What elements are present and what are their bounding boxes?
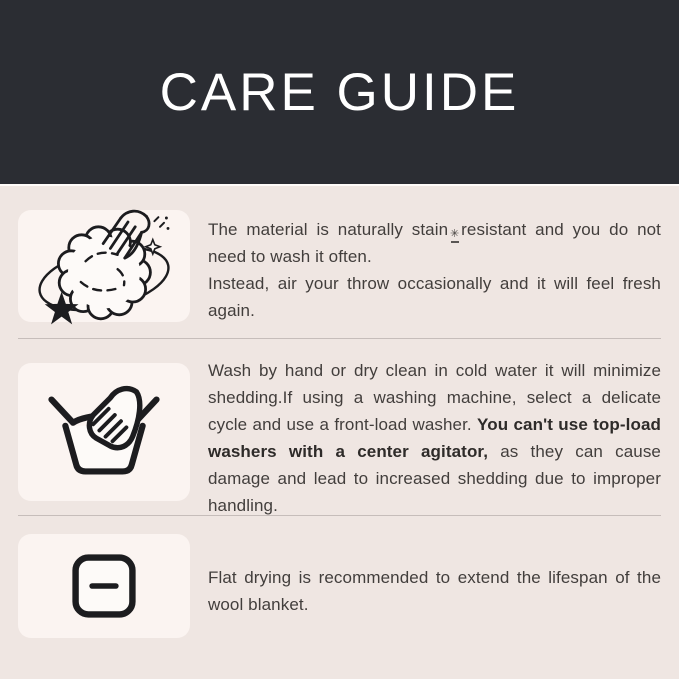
section-flat-dry [18, 534, 661, 638]
section-divider [18, 338, 661, 339]
text-segment: as they can cause damage and lead to increased shedding due to improper handling. [208, 442, 661, 515]
text-segment: Wash by hand or dry clean in cold water it will minimize shedding.If using a washing machine, select a delicate cycle and use a front-load washer. [208, 361, 661, 434]
icon-card-flat-dry [18, 534, 190, 638]
care-sections [0, 210, 679, 638]
icon-card-stain-resistant [18, 210, 190, 322]
stain-resistant-text [208, 216, 661, 324]
text-segment: Instead, air your throw occasionally and it will feel fresh again. [208, 274, 661, 320]
section-stain-resistant [18, 210, 661, 324]
icon-card-hand-wash [18, 363, 190, 501]
flat-dry-icon [71, 553, 137, 619]
section-washing [18, 357, 662, 515]
page-title: CARE GUIDE [159, 62, 520, 122]
flat-dry-text: Flat drying is recommended to extend the lifespan of the wool blanket. [208, 568, 661, 614]
hand-wash-icon [42, 381, 166, 483]
text-segment: resistant and you do not need to wash it often. [208, 220, 661, 266]
header-banner [0, 0, 679, 184]
wool-fluff-cleaning-icon [28, 202, 180, 330]
washing-warning-bold: You can't use top-load washers with a center agitator, [208, 415, 662, 461]
washing-text [208, 357, 661, 519]
star-hyphen-glyph: ✳ [448, 229, 461, 243]
header-bottom-edge [0, 184, 679, 186]
text-segment: The material is naturally stain [208, 220, 449, 239]
